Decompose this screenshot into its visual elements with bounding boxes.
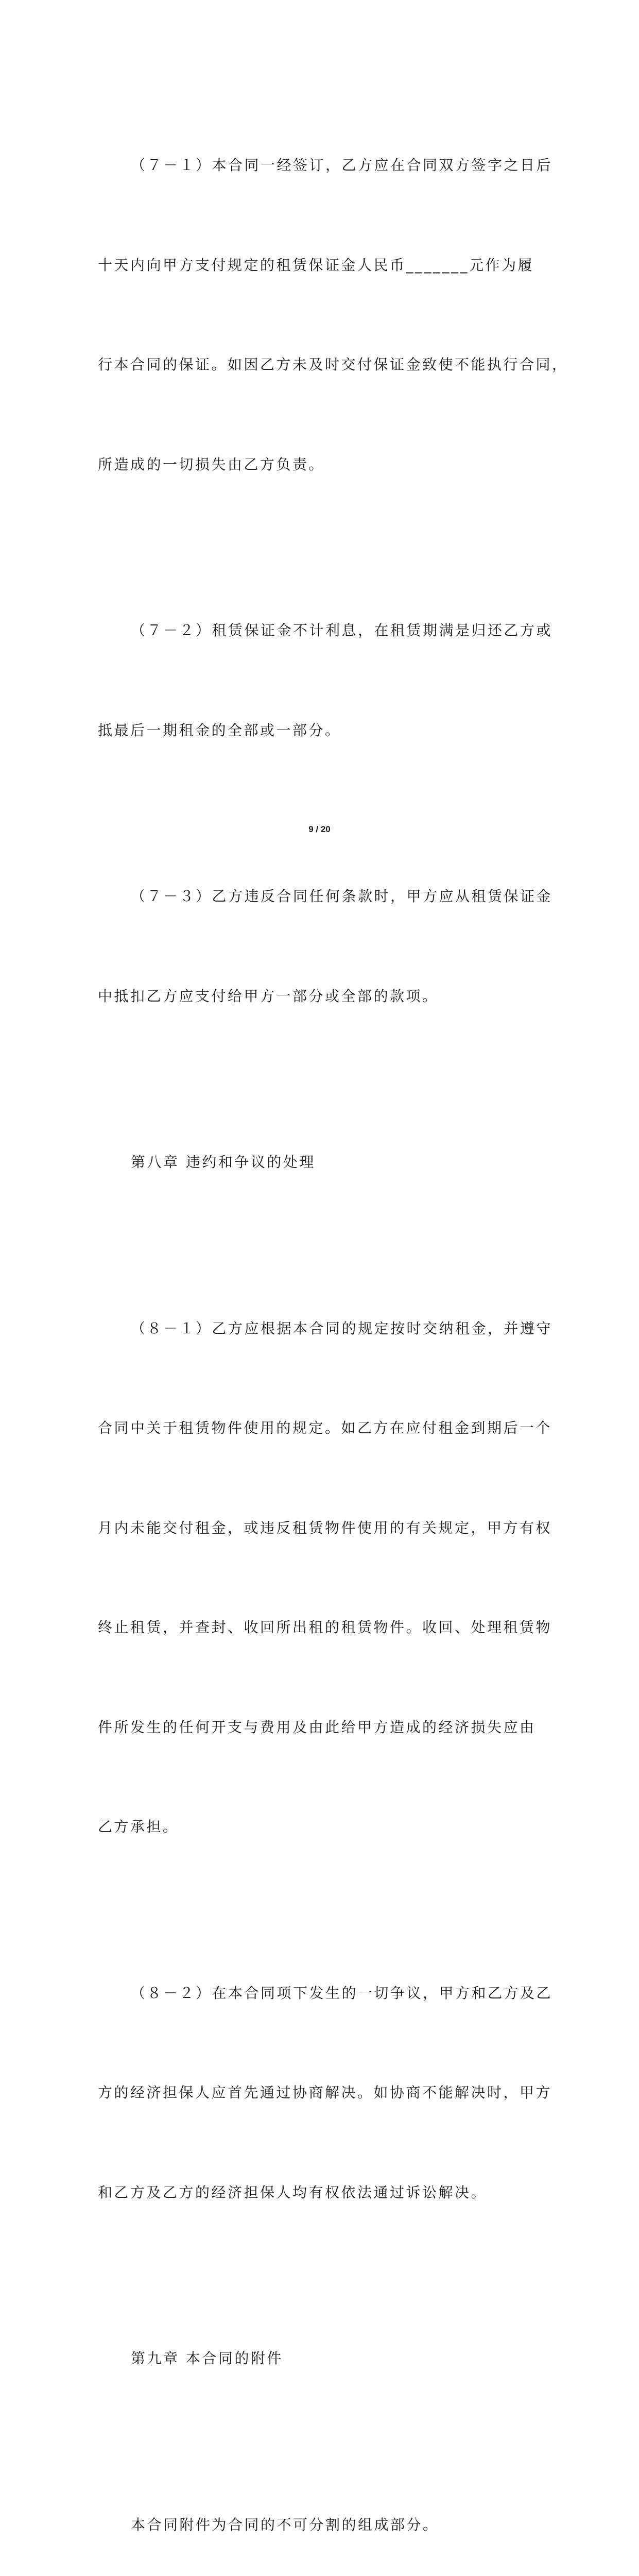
text-line: 行本合同的保证。如因乙方未及时交付保证金致使不能执行合同， xyxy=(98,348,561,382)
clause-7-2-paragraph xyxy=(98,548,561,814)
clause-7-1-paragraph xyxy=(98,82,561,548)
chapter-8-heading xyxy=(98,1079,561,1246)
text-line: （７－１）本合同一经签订，乙方应在合同双方签字之日后 xyxy=(98,149,561,182)
text-line: 乙方承担。 xyxy=(98,1810,561,1844)
text-line: 月内未能交付租金，或违反租赁物件使用的有关规定，甲方有权 xyxy=(98,1512,561,1545)
text-line: 抵最后一期租金的全部或一部分。 xyxy=(98,714,561,748)
text-line: 合同中关于租赁物件使用的规定。如乙方在应付租金到期后一个 xyxy=(98,1412,561,1445)
document-page xyxy=(0,0,639,904)
chapter-heading-text: 第九章 本合同的附件 xyxy=(98,2342,561,2376)
annex-intro-paragraph xyxy=(98,2442,561,2576)
text-line: 件所发生的任何开支与费用及由此给甲方造成的经济损失应由 xyxy=(98,1711,561,1744)
text-line: 中抵扣乙方应支付给甲方一部分或全部的款项。 xyxy=(98,980,561,1013)
text-line: 十天内向甲方支付规定的租赁保证金人民币_______元作为履 xyxy=(98,249,561,282)
text-line: 方的经济担保人应首先通过协商解决。如协商不能解决时，甲方 xyxy=(98,2076,561,2110)
clause-8-2-paragraph xyxy=(98,1910,561,2276)
text-line: （７－３）乙方违反合同任何条款时，甲方应从租赁保证金 xyxy=(98,880,561,913)
text-line: 终止租赁，并查封、收回所出租的租赁物件。收回、处理租赁物 xyxy=(98,1611,561,1645)
page-number: 9 / 20 xyxy=(0,824,639,835)
text-line: （８－２）在本合同项下发生的一切争议，甲方和乙方及乙 xyxy=(98,1977,561,2010)
chapter-9-heading xyxy=(98,2276,561,2442)
clause-7-3-paragraph xyxy=(98,814,561,1079)
text-line: （８－１）乙方应根据本合同的规定按时交纳租金，并遵守 xyxy=(98,1312,561,1346)
clause-8-1-paragraph xyxy=(98,1246,561,1910)
text-line: （７－２）租赁保证金不计利息，在租赁期满是归还乙方或 xyxy=(98,614,561,648)
chapter-heading-text: 第八章 违约和争议的处理 xyxy=(98,1146,561,1179)
text-line: 所造成的一切损失由乙方负责。 xyxy=(98,448,561,482)
text-line: 本合同附件为合同的不可分割的组成部分。 xyxy=(98,2509,561,2542)
text-line: 和乙方及乙方的经济担保人均有权依法通过诉讼解决。 xyxy=(98,2176,561,2210)
document-body xyxy=(98,82,561,2576)
